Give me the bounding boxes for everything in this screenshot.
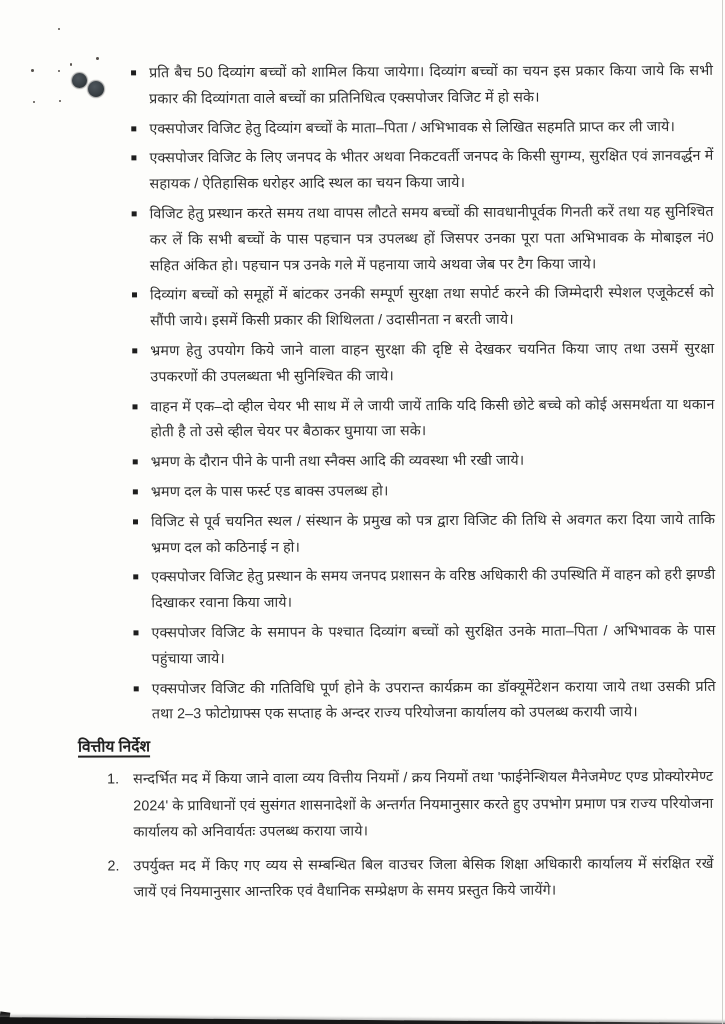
bullet-item-text: एक्सपोजर विजिट की गतिविधि पूर्ण होने के उपरान्त कार्यक्रम का डॉक्यूमेंटेशन कराया जाये तथा उसकी प्रति तथा 2–3 फोटोग्राफ्स एक सप्ताह के अन्दर राज्य परियोजना कार्यालय को उपलब्ध करायी जाये। <box>151 678 716 723</box>
bullet-item-text: भ्रमण के दौरान पीने के पानी तथा स्नैक्स आदि की व्यवस्था भी रखी जाये। <box>150 452 525 471</box>
bullet-item <box>133 619 715 673</box>
scan-speck <box>96 57 99 60</box>
bullet-square-icon <box>132 348 137 353</box>
financial-instructions-heading: वित्तीय निर्देश <box>77 738 151 756</box>
bullet-item-text: भ्रमण हेतु उपयोग किये जाने वाला वाहन सुरक्षा की दृष्टि से देखकर चयनित किया जाए तथा उसमें सुरक्षा उपकरणों की उपलब्धता भी सुनिश्चित की जाये। <box>150 340 715 386</box>
financial-item-text: उपर्युक्त मद में किए गए व्यय से सम्बन्धित बिल वाउचर जिला बेसिक शिक्षा अधिकारी कार्यालय में संरक्षित रखें जायें एवं नियमानुसार आन्तरिक एवं वैधानिक सम्प्रेक्षण के समय प्रस्तुत किये जायेंगे। <box>133 855 714 901</box>
bullet-item <box>133 508 715 562</box>
bullet-item-text: एक्सपोजर विजिट हेतु दिव्यांग बच्चों के माता–पिता / अभिभावक से लिखित सहमति प्राप्त कर ली जाये। <box>149 118 675 137</box>
scan-speck <box>58 28 60 30</box>
bullet-item <box>131 59 713 113</box>
bullet-square-icon <box>133 519 138 524</box>
bullet-square-icon <box>132 293 137 298</box>
scan-bottom-edge <box>0 1017 725 1024</box>
bullet-item-text: विजिट से पूर्व चयनित स्थल / संस्थान के प्रमुख को पत्र द्वारा विजिट की तिथि से अवगत करा दिया जाये ताकि भ्रमण दल को कठिनाई न हो। <box>150 511 716 556</box>
bullet-item <box>133 478 715 506</box>
guideline-bullet-list <box>131 59 716 729</box>
page-content <box>0 59 725 914</box>
bullet-item <box>131 144 713 198</box>
bullet-item-text: एक्सपोजर विजिट के समापन के पश्चात दिव्यांग बच्चों को सुरक्षित उनके माता–पिता / अभिभावक के पास पहुंचाया जाये। <box>151 622 716 668</box>
bullet-item <box>131 114 713 142</box>
bullet-item-text: एक्सपोजर विजिट हेतु प्रस्थान के समय जनपद प्रशासन के वरिष्ठ अधिकारी की उपस्थिति में वाहन को हरी झण्डी दिखाकर रवाना किया जाये। <box>151 567 716 612</box>
bullet-item <box>133 563 715 617</box>
bullet-item-text: भ्रमण दल के पास फर्स्ट एड बाक्स उपलब्ध हो। <box>150 483 389 501</box>
financial-numbered-list <box>107 764 714 906</box>
financial-item <box>107 764 713 846</box>
financial-item-number: 2. <box>107 858 120 875</box>
bullet-item-text: वाहन में एक–दो व्हील चेयर भी साथ में ले जायी जायें ताकि यदि किसी छोटे बच्चे को कोई असमर्थता या थकान होती है तो उसे व्हील चेयर पर बैठाकर घुमाया जा सके। <box>150 396 715 441</box>
bullet-square-icon <box>131 126 136 131</box>
bullet-item <box>132 200 714 280</box>
bullet-square-icon <box>133 575 138 580</box>
bullet-square-icon <box>131 156 136 161</box>
bullet-square-icon <box>132 404 137 409</box>
bullet-item <box>134 674 716 728</box>
bullet-square-icon <box>133 460 138 465</box>
financial-item-number: 1. <box>107 771 120 788</box>
bullet-item <box>132 281 714 335</box>
financial-item-text: सन्दर्भित मद में किया जाने वाला व्यय वित्तीय नियमों / क्रय नियमों तथा 'फाईनेन्शियल मैनेजमेण्ट एण्ड प्रोक्योरमेण्ट 2024' के प्राविधानों एवं सुसंगत शासनादेशों के अन्तर्गत नियमानुसार करते हुए उपभोग प्रमाण पत्र राज्य परियोजना कार्यालय को अनिवार्यतः उपलब्ध कराया जाये। <box>133 769 714 841</box>
bullet-square-icon <box>133 489 138 494</box>
bullet-square-icon <box>132 211 137 216</box>
bullet-square-icon <box>134 686 139 691</box>
bullet-square-icon <box>131 70 136 75</box>
financial-item <box>107 851 713 907</box>
bullet-square-icon <box>133 630 138 635</box>
bullet-item-text: विजिट हेतु प्रस्थान करते समय तथा वापस लौटते समय बच्चों की सावधानीपूर्वक गिनती करें तथा यह सुनिश्चित कर लें कि सभी बच्चों के पास पहचान पत्र उपलब्ध हों जिसपर उनका पूरा पता अभिभावक के मोबाइल नं0 सहित अंकित हो। पहचान पत्र उनके गले में पहनाया जाये अथवा जेब पर टैग किया जाये। <box>149 203 714 274</box>
bullet-item-text: एक्सपोजर विजिट के लिए जनपद के भीतर अथवा निकटवर्ती जनपद के किसी सुगम्य, सुरक्षित एवं ज्ञानवर्द्धन में सहायक / ऐतिहासिक धरोहर आदि स्थल का चयन किया जाये। <box>149 148 714 193</box>
bullet-item <box>132 337 714 391</box>
bullet-item <box>132 392 714 446</box>
bullet-item-text: प्रति बैच 50 दिव्यांग बच्चों को शामिल किया जायेगा। दिव्यांग बच्चों का चयन इस प्रकार किया जाये कि सभी प्रकार की दिव्यांगता वाले बच्चों का प्रतिनिधित्व एक्सपोजर विजिट में हो सके। <box>149 62 714 108</box>
bullet-item <box>133 448 715 476</box>
scan-right-edge <box>722 0 723 1024</box>
bullet-item-text: दिव्यांग बच्चों को समूहों में बांटकर उनकी सम्पूर्ण सुरक्षा तथा सपोर्ट करने की जिम्मेदारी स्पेशल एजूकेटर्स को सौंपी जाये। इसमें किसी प्रकार की शिथिलता / उदासीनता न बरती जाये। <box>149 285 715 330</box>
